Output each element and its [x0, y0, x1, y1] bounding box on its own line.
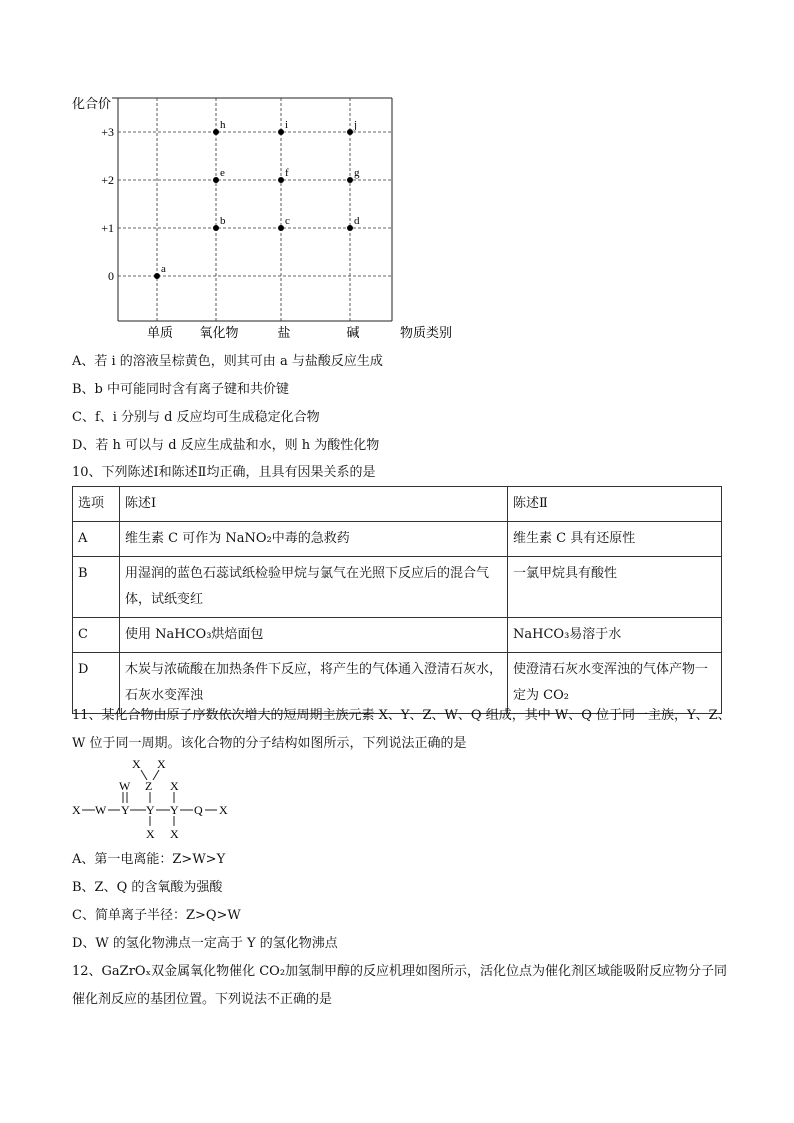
atom-label: Y	[170, 803, 179, 817]
table-row	[73, 557, 722, 618]
y-tick-label: 0	[108, 269, 114, 283]
table-cell: C	[73, 618, 120, 653]
table-cell: 木炭与浓硫酸在加热条件下反应，将产生的气体通入澄清石灰水，石灰水变浑浊	[120, 653, 508, 714]
data-point-label: f	[285, 167, 289, 179]
data-point-label: a	[161, 263, 166, 275]
data-point-label: g	[354, 167, 360, 179]
table-header: 陈述Ⅱ	[508, 487, 722, 522]
q9-option-d: D、若 h 可以与 d 反应生成盐和水，则 h 为酸性化物	[72, 438, 380, 453]
data-point	[154, 273, 160, 279]
q11-option-b: B、Z、Q 的含氧酸为强酸	[72, 880, 223, 895]
x-tick-label: 单质	[146, 325, 174, 340]
q10-stem: 10、下列陈述Ⅰ和陈述Ⅱ均正确，且具有因果关系的是	[72, 465, 376, 480]
data-point-label: i	[285, 119, 289, 131]
q10-table	[72, 486, 722, 714]
table-cell: A	[73, 522, 120, 557]
atom-label: W	[95, 803, 107, 817]
atom-label: Y	[146, 803, 155, 817]
q11-option-c: C、简单离子半径：Z>Q>W	[72, 908, 241, 923]
x-tick-label: 盐	[277, 325, 291, 340]
table-header: 陈述Ⅰ	[120, 487, 508, 522]
y-tick-label: +2	[101, 173, 114, 187]
q11-option-d: D、W 的氢化物沸点一定高于 Y 的氢化物沸点	[72, 936, 338, 951]
y-tick-label: +3	[101, 125, 114, 139]
x-axis-label: 物质类别	[400, 325, 453, 340]
table-cell: 维生素 C 具有还原性	[508, 522, 722, 557]
table-row	[73, 522, 722, 557]
data-point	[347, 129, 353, 135]
y-tick-label: +1	[101, 221, 114, 235]
data-point-label: j	[354, 119, 358, 131]
data-point	[347, 225, 353, 231]
table-cell: 维生素 C 可作为 NaNO₂中毒的急救药	[120, 522, 508, 557]
table-cell: D	[73, 653, 120, 714]
table-header: 选项	[73, 487, 120, 522]
data-point-label: e	[220, 167, 225, 179]
table-cell: 使用 NaHCO₃烘焙面包	[120, 618, 508, 653]
atom-label: Z	[145, 779, 153, 793]
data-point	[213, 129, 219, 135]
atom-label: Y	[121, 803, 130, 817]
atom-label: W	[119, 779, 131, 793]
valence-category-chart	[60, 88, 480, 348]
atom-label: X	[219, 803, 228, 817]
q9-option-c: C、f、i 分别与 d 反应均可生成稳定化合物	[72, 410, 320, 425]
table-cell: B	[73, 557, 120, 618]
data-point	[213, 177, 219, 183]
atom-label: X	[170, 779, 179, 793]
atom-label: X	[157, 757, 166, 771]
data-point	[278, 177, 284, 183]
atom-label: X	[170, 827, 179, 841]
table-row	[73, 618, 722, 653]
q9-option-b: B、b 中可能同时含有离子键和共价键	[72, 382, 290, 397]
y-axis-label: 化合价	[72, 96, 112, 111]
atom-label: Q	[194, 803, 203, 817]
table-cell: 用湿润的蓝色石蕊试纸检验甲烷与氯气在光照下反应后的混合气体，试纸变红	[120, 557, 508, 618]
q9-option-a: A、若 i 的溶液呈棕黄色，则其可由 a 与盐酸反应生成	[72, 354, 383, 369]
data-point	[347, 177, 353, 183]
x-tick-label: 氧化物	[199, 325, 239, 340]
data-point-label: d	[354, 215, 360, 227]
table-cell: 一氯甲烷具有酸性	[508, 557, 722, 618]
x-tick-label: 碱	[346, 325, 360, 340]
q11-stem: 11、某化合物由原子序数依次增大的短周期主族元素 X、Y、Z、W、Q 组成，其中 W、Q 位于同一主族，Y、Z、W 位于同一周期。该化合物的分子结构如图所示，下列说法正确的是	[72, 708, 731, 751]
molecule-structure	[64, 756, 244, 844]
data-point-label: c	[285, 215, 290, 227]
atom-label: X	[132, 757, 141, 771]
data-point-label: h	[220, 119, 226, 131]
atom-label: X	[146, 827, 155, 841]
table-cell: 使澄清石灰水变浑浊的气体产物一定为 CO₂	[508, 653, 722, 714]
q12-stem: 12、GaZrOₓ双金属氧化物催化 CO₂加氢制甲醇的反应机理如图所示，活化位点为催化剂区域能吸附反应物分子同催化剂反应的基团位置。下列说法不正确的是	[72, 964, 728, 1007]
table-header-row	[73, 487, 722, 522]
data-point	[278, 225, 284, 231]
data-point	[213, 225, 219, 231]
data-point-label: b	[220, 215, 226, 227]
atom-label: X	[72, 803, 81, 817]
q11-option-a: A、第一电离能：Z>W>Y	[72, 852, 226, 867]
data-point	[278, 129, 284, 135]
table-cell: NaHCO₃易溶于水	[508, 618, 722, 653]
